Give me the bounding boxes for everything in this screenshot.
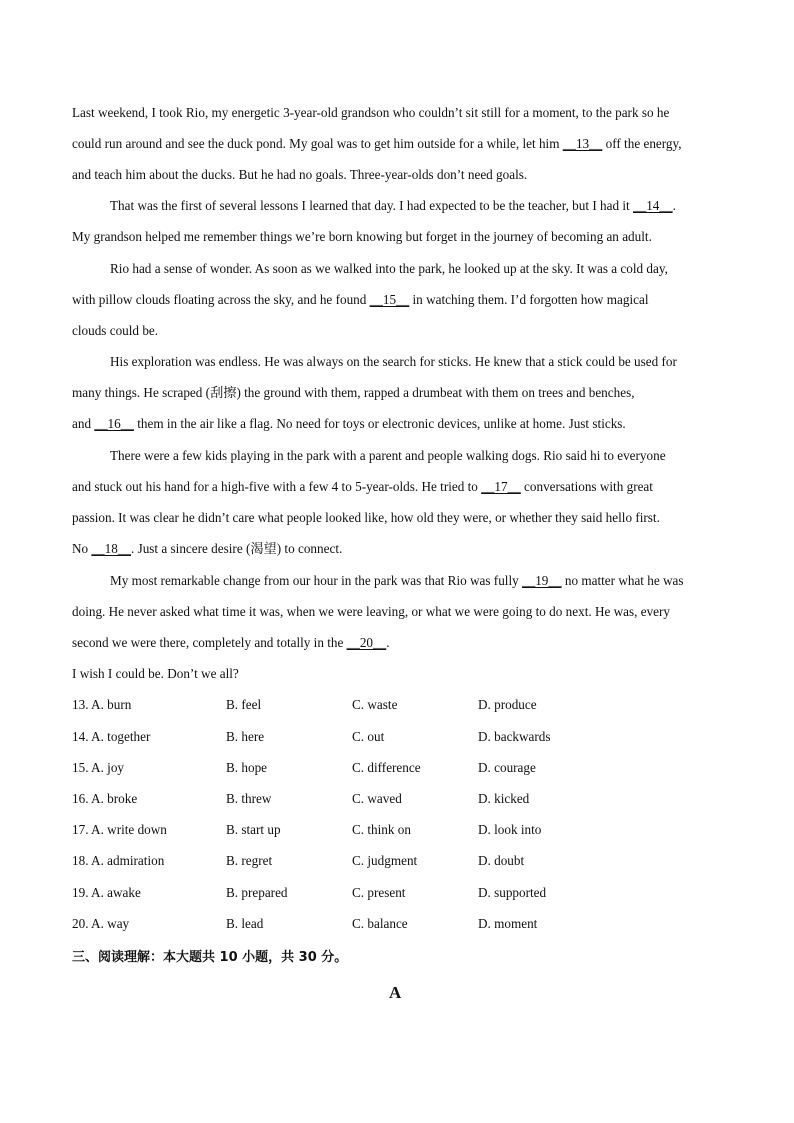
option-c: C. difference	[352, 760, 421, 775]
passage-line: Rio had a sense of wonder. As soon as we walked into the park, he looked up at the sky. It was a cold day,	[110, 261, 668, 276]
option-d: D. kicked	[478, 791, 530, 806]
option-d: D. look into	[478, 822, 542, 837]
passage-line: Last weekend, I took Rio, my energetic 3-year-old grandson who couldn’t sit still for a moment, to the park so he	[72, 105, 670, 120]
option-a: 18. A. admiration	[72, 853, 165, 868]
option-b: B. threw	[226, 791, 272, 806]
passage-line: with pillow clouds floating across the sky, and he found __15__ in watching them. I’d forgotten how magical	[72, 292, 649, 307]
passage-line: passion. It was clear he didn’t care what people looked like, how old they were, or whether they said hello first.	[72, 510, 660, 525]
passage-line: and stuck out his hand for a high-five with a few 4 to 5-year-olds. He tried to __17__ conversations with great	[72, 479, 653, 494]
option-a: 15. A. joy	[72, 760, 125, 775]
option-d: D. supported	[478, 885, 547, 900]
blank-15: __15__	[369, 292, 410, 307]
passage-line: and __16__ them in the air like a flag. No need for toys or electronic devices, unlike at home. Just sticks.	[72, 416, 626, 431]
option-a: 16. A. broke	[72, 791, 138, 806]
blank-14: __14__	[633, 198, 673, 213]
option-c: C. balance	[352, 916, 408, 931]
option-c: C. present	[352, 885, 406, 900]
option-b: B. regret	[226, 853, 273, 868]
passage-line: His exploration was endless. He was always on the search for sticks. He knew that a stick could be used for	[110, 354, 677, 369]
section-heading: 三、阅读理解：本大题共 10 小题，共 30 分。	[72, 950, 348, 965]
blank-13: __13__	[562, 136, 603, 151]
blank-19: __19__	[522, 573, 562, 588]
option-c: C. waved	[352, 791, 402, 806]
passage-line: My most remarkable change from our hour in the park was that Rio was fully __19__ no matter what he was	[110, 573, 684, 588]
passage-line: could run around and see the duck pond. My goal was to get him outside for a while, let him __13__ off the energy,	[72, 136, 682, 151]
passage-line: My grandson helped me remember things we’re born knowing but forget in the journey of becoming an adult.	[72, 229, 652, 244]
option-a: 20. A. way	[72, 916, 130, 931]
passage-line: many things. He scraped (刮擦) the ground with them, rapped a drumbeat with them on trees and benches,	[72, 385, 635, 400]
option-b: B. lead	[226, 916, 264, 931]
blank-20: __20__	[346, 635, 387, 650]
option-d: D. moment	[478, 916, 538, 931]
passage-line: doing. He never asked what time it was, when we were leaving, or what we were going to do next. He was, every	[72, 604, 671, 619]
passage-line: There were a few kids playing in the park with a parent and people walking dogs. Rio said hi to everyone	[110, 448, 666, 463]
option-b: B. start up	[226, 822, 281, 837]
passage-line: clouds could be.	[72, 323, 159, 338]
option-c: C. think on	[352, 822, 411, 837]
passage-line: and teach him about the ducks. But he had no goals. Three-year-olds don’t need goals.	[72, 167, 528, 182]
option-c: C. waste	[352, 697, 398, 712]
option-b: B. prepared	[226, 885, 288, 900]
option-c: C. judgment	[352, 853, 418, 868]
option-d: D. doubt	[478, 853, 525, 868]
option-c: C. out	[352, 729, 385, 744]
option-d: D. backwards	[478, 729, 551, 744]
blank-16: __16__	[94, 416, 134, 431]
option-a: 13. A. burn	[72, 697, 132, 712]
passage-line: That was the first of several lessons I learned that day. I had expected to be the teacher, but I had it __14__.	[110, 198, 676, 213]
option-b: B. here	[226, 729, 265, 744]
option-b: B. feel	[226, 697, 262, 712]
passage-line: second we were there, completely and totally in the __20__.	[72, 635, 390, 650]
passage-line: I wish I could be. Don’t we all?	[72, 666, 239, 681]
option-a: 17. A. write down	[72, 822, 167, 837]
blank-18: __18__	[91, 541, 131, 556]
option-d: D. produce	[478, 697, 537, 712]
option-a: 14. A. together	[72, 729, 151, 744]
option-a: 19. A. awake	[72, 885, 141, 900]
blank-17: __17__	[481, 479, 521, 494]
option-b: B. hope	[226, 760, 268, 775]
option-d: D. courage	[478, 760, 536, 775]
section-letter: A	[389, 983, 402, 1002]
passage-line: No __18__. Just a sincere desire (渴望) to connect.	[72, 541, 343, 556]
